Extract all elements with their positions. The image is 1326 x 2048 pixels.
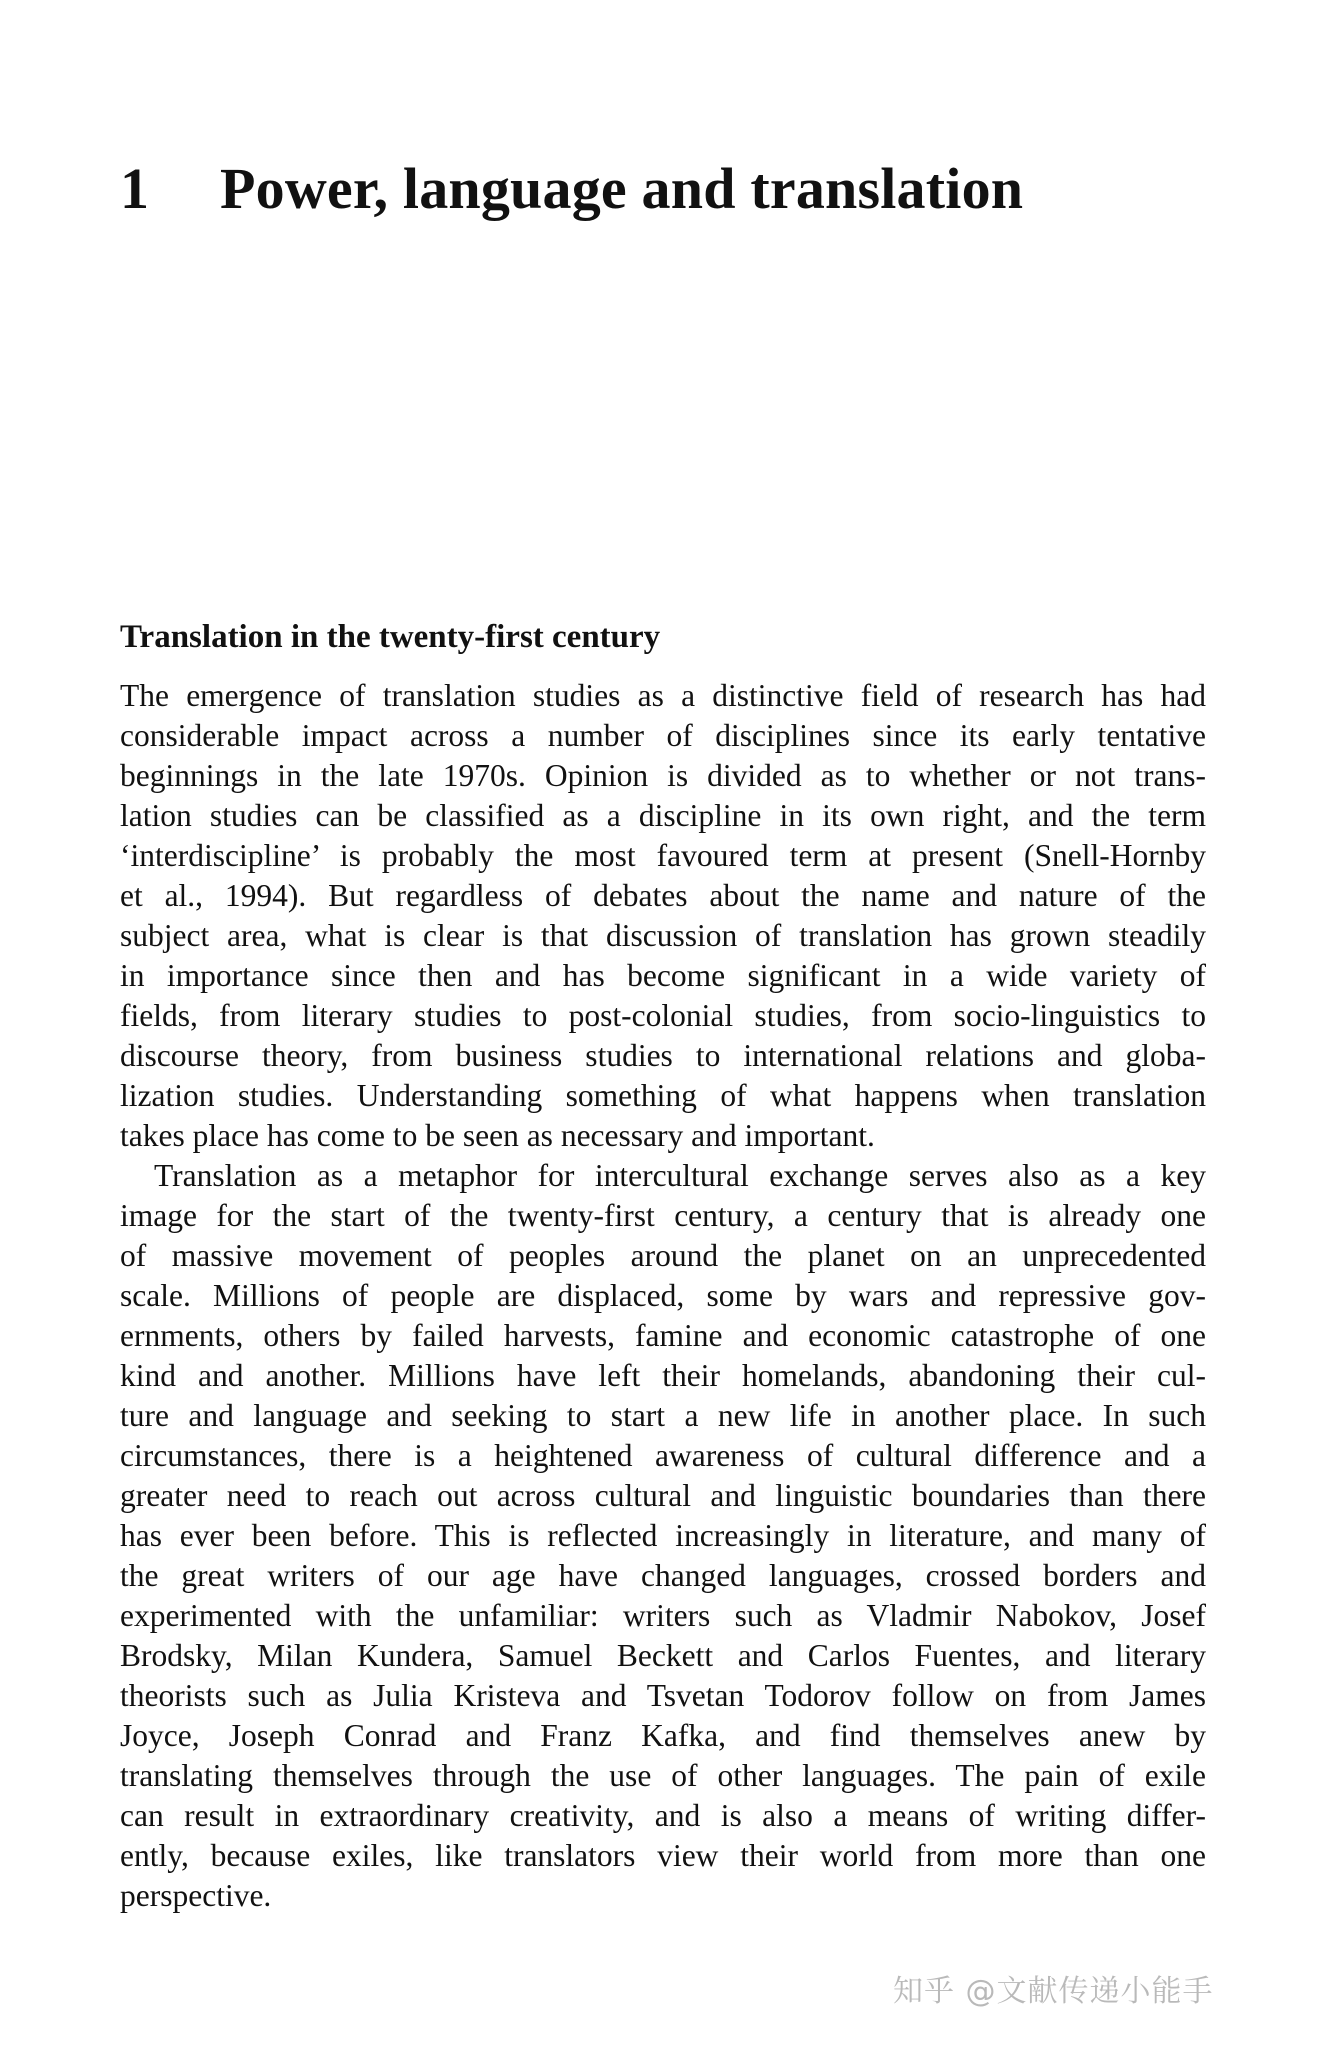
- text-line: kind and another. Millions have left their homelands, abandoning their cul-: [120, 1358, 1206, 1393]
- text-line: lation studies can be classified as a discipline in its own right, and the term: [120, 798, 1206, 833]
- text-line: considerable impact across a number of disciplines since its early tentative: [120, 718, 1206, 753]
- watermark: 知乎 @文献传递小能手: [893, 1974, 1214, 2009]
- text-line: the great writers of our age have changed languages, crossed borders and: [120, 1558, 1206, 1593]
- text-line: Translation as a metaphor for intercultural exchange serves also as a key: [154, 1158, 1206, 1193]
- text-line: takes place has come to be seen as necessary and important.: [120, 1118, 875, 1153]
- text-line: ernments, others by failed harvests, famine and economic catastrophe of one: [120, 1318, 1206, 1353]
- text-line: beginnings in the late 1970s. Opinion is divided as to whether or not trans-: [120, 758, 1206, 793]
- text-line: of massive movement of peoples around the planet on an unprecedented: [120, 1238, 1206, 1273]
- text-line: ently, because exiles, like translators view their world from more than one: [120, 1838, 1206, 1873]
- text-line: Joyce, Joseph Conrad and Franz Kafka, and find themselves anew by: [120, 1718, 1206, 1753]
- text-line: experimented with the unfamiliar: writers such as Vladmir Nabokov, Josef: [120, 1598, 1206, 1633]
- text-line: scale. Millions of people are displaced, some by wars and repressive gov-: [120, 1278, 1206, 1313]
- text-line: can result in extraordinary creativity, and is also a means of writing differ-: [120, 1798, 1206, 1833]
- text-line: The emergence of translation studies as a distinctive field of research has had: [120, 678, 1206, 713]
- text-line: translating themselves through the use of other languages. The pain of exile: [120, 1758, 1206, 1793]
- text-line: theorists such as Julia Kristeva and Tsvetan Todorov follow on from James: [120, 1678, 1206, 1713]
- text-line: greater need to reach out across cultural and linguistic boundaries than there: [120, 1478, 1206, 1513]
- section-heading: Translation in the twenty-first century: [120, 619, 661, 655]
- text-line: lization studies. Understanding something of what happens when translation: [120, 1078, 1206, 1113]
- chapter-title-text: Power, language and translation: [220, 156, 1024, 221]
- text-line: circumstances, there is a heightened awareness of cultural difference and a: [120, 1438, 1206, 1473]
- text-line: Brodsky, Milan Kundera, Samuel Beckett and Carlos Fuentes, and literary: [120, 1638, 1206, 1673]
- text-line: image for the start of the twenty-first century, a century that is already one: [120, 1198, 1206, 1233]
- text-line: has ever been before. This is reflected increasingly in literature, and many of: [120, 1518, 1206, 1553]
- paragraph-1: [120, 676, 1206, 1156]
- body-text: [120, 676, 1206, 1916]
- chapter-title: [120, 155, 1023, 222]
- text-line: ‘interdiscipline’ is probably the most favoured term at present (Snell-Hornby: [120, 838, 1206, 873]
- text-line: perspective.: [120, 1878, 272, 1913]
- text-line: fields, from literary studies to post-colonial studies, from socio-linguistics to: [120, 998, 1206, 1033]
- text-line: et al., 1994). But regardless of debates about the name and nature of the: [120, 878, 1206, 913]
- text-line: subject area, what is clear is that discussion of translation has grown steadily: [120, 918, 1206, 953]
- text-line: discourse theory, from business studies to international relations and globa-: [120, 1038, 1206, 1073]
- chapter-number: 1: [120, 156, 150, 221]
- text-line: ture and language and seeking to start a new life in another place. In such: [120, 1398, 1206, 1433]
- paragraph-2: [120, 1156, 1206, 1916]
- text-line: in importance since then and has become significant in a wide variety of: [120, 958, 1206, 993]
